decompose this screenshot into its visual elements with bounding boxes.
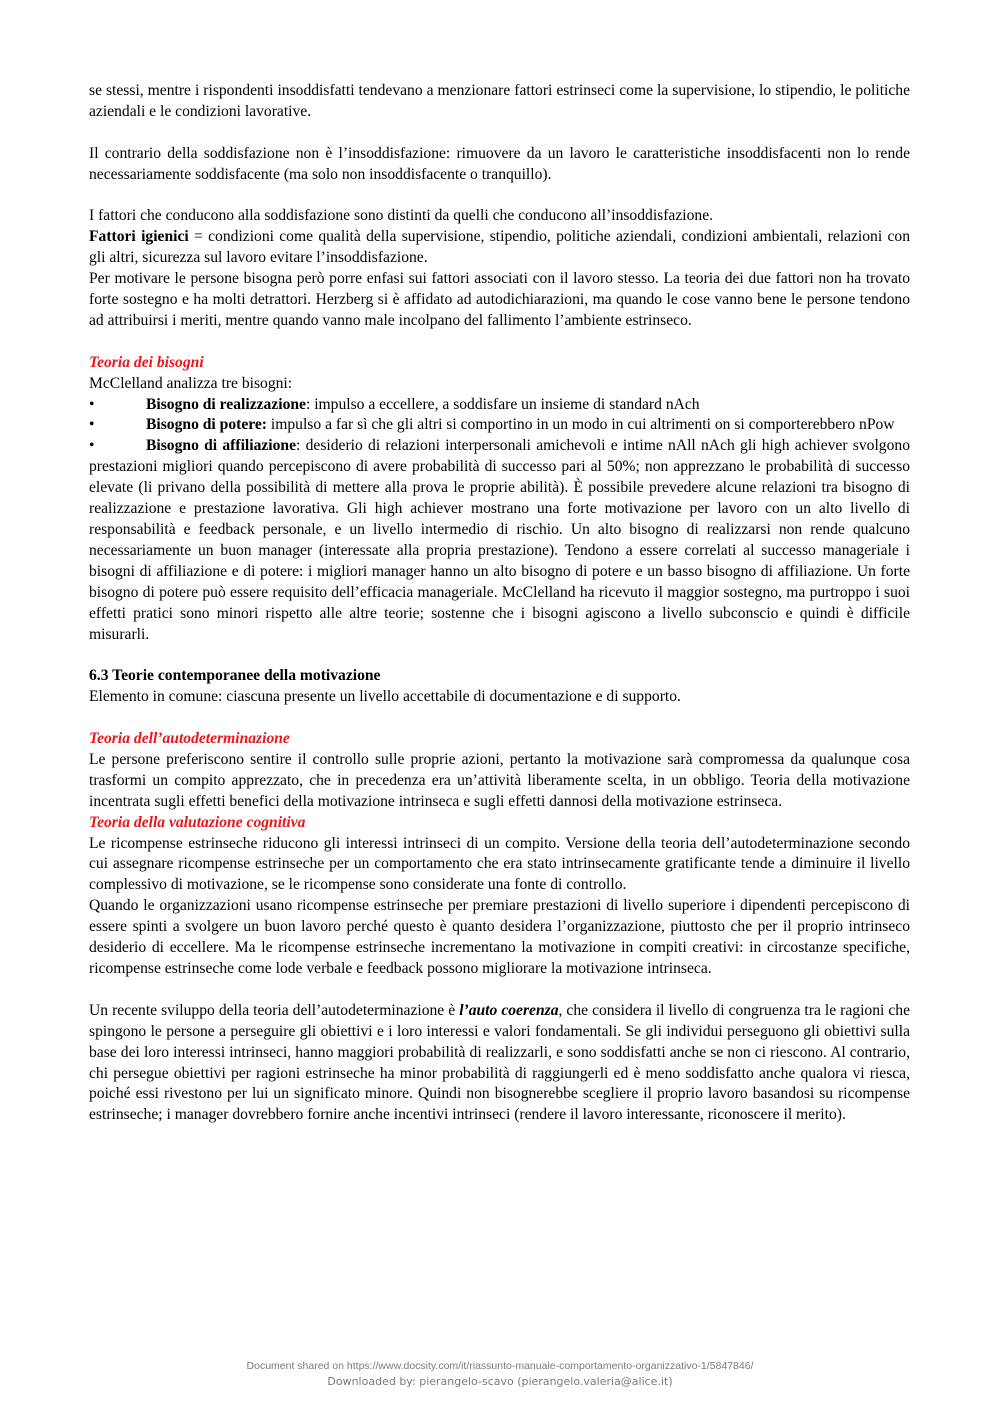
- paragraph-extrinsic-rewards: Le ricompense estrinseche riducono gli interessi intrinseci di un compito. Versione della teoria dell’autodeterminazione secondo cui assegnare ricompense estrinseche per un comportamento che era stato intrinsecamente gratificante tende a diminuire il livello complessivo di motivazione, se le ricompense sono considerate una fonte di controllo.: [89, 834, 910, 894]
- spacer: [89, 123, 910, 144]
- spacer: [89, 332, 910, 353]
- list-item-text: impulso a far sì che gli altri si comportino in un modo in cui altrimenti on si comporterebbero nPow: [267, 416, 895, 434]
- heading-section-6-3: 6.3 Teorie contemporanee della motivazione: [89, 667, 381, 685]
- list-item-text: : impulso a eccellere, a soddisfare un insieme di standard nAch: [305, 395, 700, 413]
- bullet-icon: •: [89, 416, 95, 434]
- paragraph-motivate: Per motivare le persone bisogna però porre enfasi sui fattori associati con il lavoro stesso. La teoria dei due fattori non ha trovato forte sostegno e ha molti detrattori. Herzberg si è affidato ad autodichiarazioni, ma quando le cose vanno bene le persone tendono ad attribuirsi i meriti, mentre quando vanno male incolpano del fallimento l’ambiente estrinseco.: [89, 270, 910, 329]
- list-item-term: Bisogno di affiliazione: [146, 437, 297, 455]
- spacer: [89, 186, 910, 207]
- spacer: [89, 708, 910, 729]
- paragraph-mcclelland: McClelland analizza tre bisogni:: [89, 374, 293, 392]
- bullet-icon: •: [89, 395, 95, 413]
- paragraph-contrary: Il contrario della soddisfazione non è l’insoddisfazione: rimuovere da un lavoro le caratteristiche insoddisfacenti non lo rende necessariamente soddisfacente (ma solo non insoddisfacente o tranquillo).: [89, 144, 910, 183]
- heading-self-determination: Teoria dell’autodeterminazione: [89, 730, 290, 748]
- paragraph-hygiene-factors: [89, 227, 910, 269]
- list-item-achievement: [89, 395, 910, 416]
- bullet-icon: •: [89, 437, 95, 455]
- hygiene-definition: = condizioni come qualità della supervisione, stipendio, politiche aziendali, condizioni ambientali, relazioni con gli altri, sicurezza sul lavoro evitare l’insoddisfazione.: [89, 228, 910, 267]
- list-item-term: Bisogno di realizzazione: [146, 395, 306, 413]
- paragraph-common-element: Elemento in comune: ciascuna presente un livello accettabile di documentazione e di supporto.: [89, 688, 681, 706]
- paragraph-self-concordance: [89, 1001, 910, 1126]
- hygiene-term: Fattori igienici: [89, 228, 189, 246]
- paragraph-organizations: Quando le organizzazioni usano ricompense estrinseche per premiare prestazioni di livello superiore i dipendenti percepiscono di essere spinti a svolgere un buon lavoro perché questo è quanto desidera l’organizzazione, piuttosto che per il proprio intrinseco desiderio di eccellere. Ma le ricompense estrinseche incrementano la motivazione in compiti creativi: in circostanze specifiche, ricompense estrinseche come lode verbale e feedback possono migliorare la motivazione intrinseca.: [89, 897, 910, 977]
- paragraph-herzberg-end: se stessi, mentre i rispondenti insoddisfatti tendevano a menzionare fattori estrinseci come la supervisione, lo stipendio, le politiche aziendali e le condizioni lavorative.: [89, 82, 910, 120]
- footer-downloaded-by: Downloaded by: pierangelo-scavo (pierangelo.valeria@alice.it): [327, 1375, 673, 1388]
- text-segment: , che considera il livello di congruenza tra le ragioni che spingono le persone a perseguire gli obiettivi e i loro interessi e valori fondamentali. Se gli individui perseguono gli obiettivi sulla base dei loro interessi intrinseci, hanno maggiori probabilità di realizzarli, e sono soddisfatti anche se non ci riescono. Al contrario, chi persegue obiettivi per ragioni estrinseche ha minor probabilità di raggiungerli ed è meno soddisfatto anche qualora vi riesca, poiché essi rivestono per lui un significato minore. Quindi non bisognerebbe scegliere il proprio lavoro basandosi su ricompense estrinseche; i manager dovrebbero fornire anche incentivi intrinseci (rendere il lavoro interessante, riconoscere il merito).: [89, 1001, 910, 1124]
- list-item-affiliation: [89, 436, 910, 645]
- self-concordance-term: l’auto coerenza: [459, 1001, 559, 1019]
- paragraph-factors: I fattori che conducono alla soddisfazione sono distinti da quelli che conducono all’insoddisfazione.: [89, 207, 714, 225]
- heading-needs-theory: Teoria dei bisogni: [89, 353, 204, 371]
- list-item-term: Bisogno di potere:: [146, 416, 268, 434]
- spacer: [89, 980, 910, 1001]
- list-item-text: : desiderio di relazioni interpersonali amichevoli e intime nAll nAch gli high achiever svolgono prestazioni migliori quando percepiscono di avere probabilità di successo pari al 50%; non apprezzano le probabilità di successo elevate (li privano della possibilità di mettere alla prova le proprie abilità). È possibile prevedere alcune relazioni tra bisogno di realizzazione e prestazione lavorativa. Gli high achiever mostrano una forte motivazione per lavoro con un alto livello di responsabilità e feedback personale, e un livello intermedio di rischio. Un alto bisogno di realizzarsi non rende qualcuno necessariamente un buon manager (interessate alla propria prestazione). Tendono a essere correlati al successo manageriale i bisogni di affiliazione e di potere: i migliori manager hanno un alto bisogno di potere e un basso bisogno di affiliazione. Un forte bisogno di potere può essere requisito dell’efficacia manageriale. McClelland ha ricevuto il maggior sostegno, ma purtroppo i suoi effetti pratici sono minori rispetto alle altre teorie; sostenne che i bisogni agiscono a livello subconscio e quindi è difficile misurarli.: [89, 437, 910, 643]
- document-page: [89, 81, 910, 1126]
- text-segment: Un recente sviluppo della teoria dell’autodeterminazione è: [89, 1001, 460, 1019]
- paragraph-self-determination: Le persone preferiscono sentire il controllo sulle proprie azioni, pertanto la motivazione sarà compromessa da qualunque cosa trasformi un compito apprezzato, che in precedenza era un’attività liberamente scelta, in un obbligo. Teoria della motivazione incentrata sugli effetti benefici della motivazione intrinseca e sugli effetti dannosi della motivazione estrinseca.: [89, 750, 910, 810]
- spacer: [89, 645, 910, 666]
- heading-cognitive-evaluation: Teoria della valutazione cognitiva: [89, 813, 306, 831]
- list-item-power: [89, 415, 910, 436]
- footer-shared-url: Document shared on https://www.docsity.com/it/riassunto-manuale-comportamento-organizzativo-1/5847846/: [246, 1360, 754, 1372]
